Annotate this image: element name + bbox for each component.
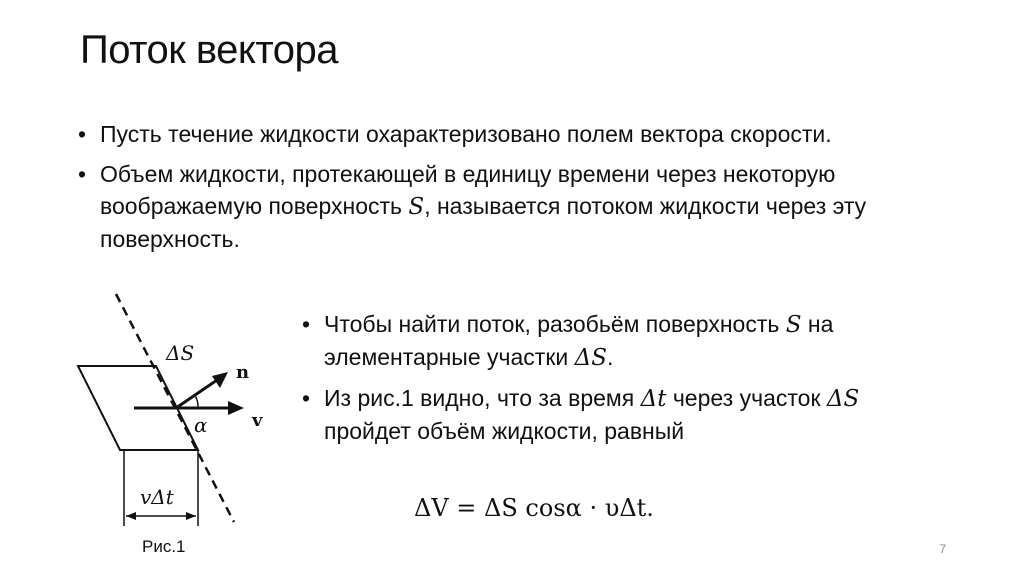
bullet-item <box>76 118 956 150</box>
bullet-text: Чтобы найти поток, разобьём поверхность <box>324 311 786 337</box>
math-symbol: ΔS <box>826 386 860 412</box>
bullet-text: через участок <box>666 385 827 411</box>
math-symbol: S <box>785 312 802 338</box>
label-dS: ΔS <box>166 341 195 365</box>
bullet-item <box>76 158 956 255</box>
label-n: n <box>236 362 250 383</box>
label-alpha: α <box>194 413 208 437</box>
flux-diagram <box>60 290 300 570</box>
bullet-item <box>302 308 942 374</box>
math-symbol: Δt <box>640 386 667 412</box>
figure-caption: Рис.1 <box>142 537 186 556</box>
bullet-text: , называется потоком жидкости через эту поверхность. <box>100 193 867 252</box>
flux-formula: ΔV = ΔS cosα · υΔt. <box>414 494 654 522</box>
bullet-text: Пусть течение жидкости охарактеризовано полем вектора скорости. <box>100 121 832 147</box>
secondary-bullet-list <box>302 308 942 455</box>
bullet-text: . <box>607 344 614 370</box>
bullet-text: Объем жидкости, протекающей в единицу времени через некоторую воображаемую поверхность <box>100 161 836 219</box>
label-v: v <box>252 410 263 431</box>
main-bullet-list <box>76 118 956 263</box>
bullet-text: на элементарные участки <box>324 311 834 370</box>
slide-title: Поток вектора <box>80 28 338 72</box>
bullet-text: Из рис.1 видно, что за время <box>324 385 641 411</box>
math-symbol: S <box>408 194 425 220</box>
label-vdt: vΔt <box>140 485 174 509</box>
bullet-text: пройдет объём жидкости, равный <box>324 418 685 444</box>
math-symbol: ΔS <box>574 345 608 371</box>
bullet-item <box>302 382 942 447</box>
slide-number: 7 <box>939 542 946 556</box>
